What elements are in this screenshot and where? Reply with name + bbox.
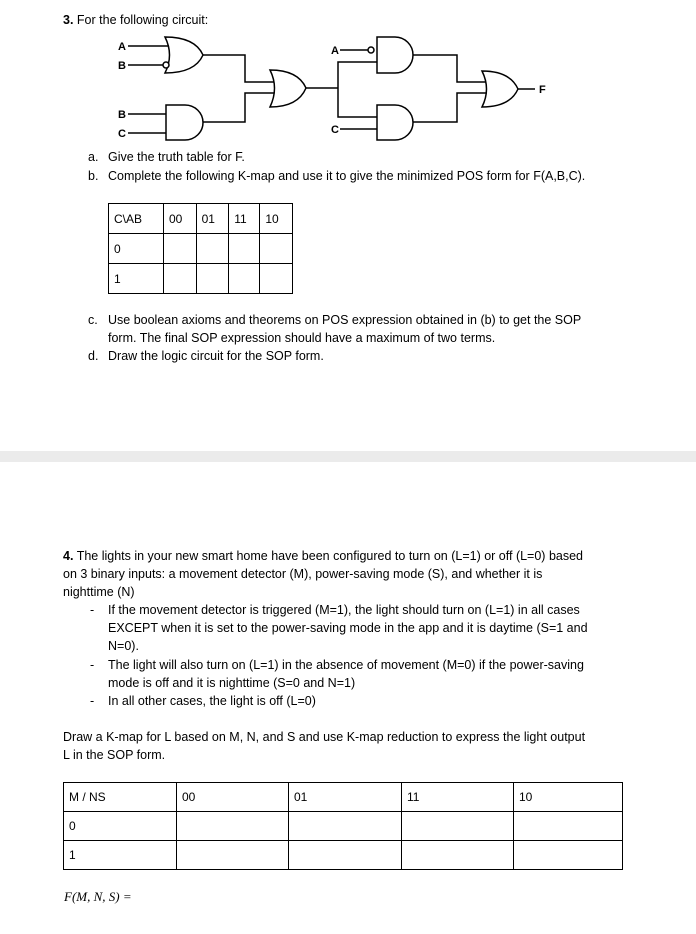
and-gate-4: [340, 37, 413, 73]
kmap-cell: [229, 264, 260, 294]
kmap-header: 10: [514, 783, 623, 812]
q3-part-a-text: Give the truth table for F.: [108, 150, 245, 164]
q3-number: 3.: [63, 13, 74, 27]
bullet-1-line-1: If the movement detector is triggered (M=1), the light should turn on (L=1) in all cases: [108, 603, 580, 617]
q3-part-d: d.: [88, 349, 99, 363]
kmap-header: 10: [260, 204, 293, 234]
kmap-header: 01: [196, 204, 229, 234]
or-gate-6: [482, 71, 535, 107]
kmap-cell: [289, 812, 402, 841]
q3-part-c-text2: form. The final SOP expression should have a maximum of two terms.: [108, 331, 496, 345]
kmap-abc: [108, 203, 293, 294]
circuit-label-b: B: [118, 60, 126, 72]
kmap-cell: [196, 264, 229, 294]
kmap-cell: [260, 264, 293, 294]
kmap-cell: [514, 812, 623, 841]
q3-part-b: b.: [88, 169, 99, 183]
bullet-2-line-2: mode is off and it is nighttime (S=0 and N=1): [108, 676, 356, 690]
kmap-row-label: 0: [64, 812, 177, 841]
kmap-header: C\AB: [109, 204, 164, 234]
kmap-header: 01: [289, 783, 402, 812]
q3-part-c-text: Use boolean axioms and theorems on POS expression obtained in (b) to get the SOP: [108, 313, 582, 327]
or-gate-3: [270, 70, 306, 107]
kmap-cell: [177, 841, 289, 870]
kmap-row-label: 1: [109, 264, 164, 294]
and-gate-2: [128, 105, 203, 140]
or-gate-1: [128, 37, 203, 73]
kmap-cell: [402, 841, 514, 870]
kmap-cell: [164, 264, 197, 294]
circuit-label-c: C: [118, 128, 126, 140]
kmap-row-label: 0: [109, 234, 164, 264]
kmap-header: 00: [164, 204, 197, 234]
circuit-label-a: A: [118, 41, 126, 53]
kmap-cell: [260, 234, 293, 264]
page-separator: [0, 451, 696, 462]
circuit-label-b2: B: [118, 109, 126, 121]
bullet-3-line-1: In all other cases, the light is off (L=0): [108, 694, 316, 708]
kmap-header: 11: [229, 204, 260, 234]
bullet-marker: -: [90, 694, 95, 708]
kmap-header: 11: [402, 783, 514, 812]
q3-part-a: a.: [88, 150, 99, 164]
kmap-cell: [177, 812, 289, 841]
q4-instruction-1: Draw a K-map for L based on M, N, and S and use K-map reduction to express the light output: [63, 730, 586, 744]
and-gate-5: [340, 105, 413, 140]
kmap-cell: [164, 234, 197, 264]
circuit-label-c2: C: [331, 124, 339, 136]
logic-circuit: [0, 0, 696, 150]
circuit-label-f: F: [539, 84, 546, 96]
bullet-2-line-1: The light will also turn on (L=1) in the absence of movement (M=0) if the power-saving: [108, 658, 584, 672]
circuit-label-a2: A: [331, 45, 339, 57]
answer-formula: F(M, N, S) =: [64, 889, 132, 904]
bullet-1-line-3: N=0).: [108, 639, 139, 653]
bullet-marker: -: [90, 658, 95, 672]
kmap-cell: [402, 812, 514, 841]
kmap-mns: [63, 782, 623, 870]
kmap-header: 00: [177, 783, 289, 812]
q4-instruction-2: L in the SOP form.: [63, 748, 166, 762]
bullet-1-line-2: EXCEPT when it is set to the power-saving mode in the app and it is daytime (S=1 and: [108, 621, 588, 635]
kmap-cell: [196, 234, 229, 264]
kmap-header: M / NS: [64, 783, 177, 812]
q4-intro-1: 4. The lights in your new smart home have been configured to turn on (L=1) or off (L=0) based: [63, 549, 583, 563]
q3-heading-text: For the following circuit:: [76, 13, 209, 27]
q3-part-b-text: Complete the following K-map and use it to give the minimized POS form for F(A,B,C).: [108, 169, 586, 183]
kmap-cell: [289, 841, 402, 870]
bullet-marker: -: [90, 603, 95, 617]
q3-part-d-text: Draw the logic circuit for the SOP form.: [108, 349, 324, 363]
kmap-row-label: 1: [64, 841, 177, 870]
q3-part-c: c.: [88, 313, 98, 327]
kmap-cell: [514, 841, 623, 870]
q4-intro-2: on 3 binary inputs: a movement detector (M), power-saving mode (S), and whether it is: [63, 567, 543, 581]
kmap-cell: [229, 234, 260, 264]
q4-intro-3: nighttime (N): [63, 585, 135, 599]
